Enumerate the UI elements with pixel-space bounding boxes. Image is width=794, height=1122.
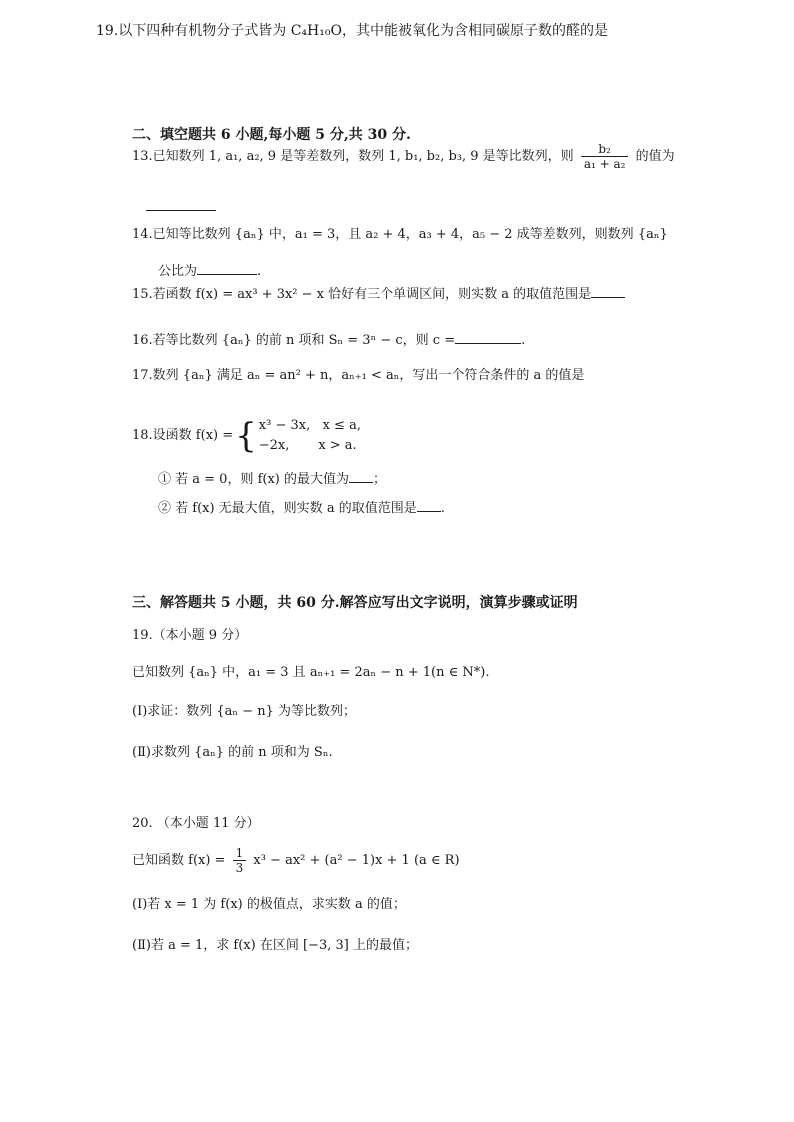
- question-20-fraction: [233, 846, 247, 875]
- question-15: 15.若函数 f(x) = ax³ + 3x² − x 恰好有三个单调区间，则实数 a 的取值范围是: [132, 285, 625, 304]
- question-20-title: 20. （本小题 11 分）: [132, 816, 260, 831]
- question-20-part2: (Ⅱ)若 a = 1，求 f(x) 在区间 [−3, 3] 上的最值；: [132, 938, 418, 953]
- question-14-line1: 14.已知等比数列 {aₙ} 中，a₁ = 3，且 a₂ + 4，a₃ + 4，a₅ − 2 成等差数列，则数列 {aₙ}: [132, 227, 668, 242]
- fraction-denominator: a₁ + a₂: [583, 157, 626, 171]
- question-16: 16.若等比数列 {aₙ} 的前 n 项和 Sₙ = 3ⁿ − c，则 c = .: [132, 333, 526, 348]
- question-19-part2: (Ⅱ)求数列 {aₙ} 的前 n 项和为 Sₙ.: [132, 745, 333, 760]
- question-13: [132, 140, 675, 174]
- brace-symbol: {: [235, 416, 257, 456]
- question-18-part1: ① 若 a = 0，则 f(x) 的最大值为 ；: [158, 472, 387, 487]
- question-14-line2: 公比为 .: [158, 264, 262, 279]
- question-19-part1: (Ⅰ)求证：数列 {aₙ − n} 为等比数列；: [132, 704, 356, 719]
- fraction-denominator: 3: [235, 861, 244, 875]
- question-19-title: 19.（本小题 9 分）: [132, 628, 248, 643]
- question-20-stem: 已知函数 f(x) = $\frac{1}{3}$ x³ − ax² + (a² − 1)x + 1 (a ∈ R): [132, 846, 460, 875]
- question-13-text: 13.已知数列 1, a₁, a₂, 9 是等差数列，数列 1, b₁, b₂, b₃, 9 是等比数列，则: [132, 149, 574, 164]
- section-3-heading: 三、解答题共 5 小题，共 60 分.解答应写出文字说明，演算步骤或证明: [132, 595, 578, 611]
- question-17: 17.数列 {aₙ} 满足 aₙ = an² + n，aₙ₊₁ < aₙ，写出一个符合条件的 a 的值是: [132, 368, 585, 383]
- section-2-heading: 二、填空题共 6 小题,每小题 5 分,共 30 分.: [132, 127, 411, 143]
- question-13-tail: 的值为: [635, 149, 675, 164]
- question-20-part1: (Ⅰ)若 x = 1 为 f(x) 的极值点，求实数 a 的值；: [132, 897, 406, 912]
- piecewise-cases: [259, 416, 361, 456]
- fraction-numerator: 1: [233, 846, 247, 861]
- question-18-pre: 18.设函数 f(x) =: [132, 428, 234, 443]
- question-18-part2: ② 若 f(x) 无最大值，则实数 a 的取值范围是 .: [158, 501, 445, 516]
- question-18: [132, 416, 361, 456]
- case-2: −2x, x > a.: [258, 438, 357, 453]
- fraction-numerator: b₂: [581, 142, 629, 157]
- question-13-blank: [146, 198, 216, 217]
- case-1: x³ − 3x, x ≤ a,: [258, 418, 361, 433]
- question-13-fraction: [581, 142, 629, 171]
- question-19-chemistry: 19.以下四种有机物分子式皆为 C₄H₁₀O，其中能被氧化为含相同碳原子数的醛的是: [96, 23, 608, 39]
- question-19-stem: 已知数列 {aₙ} 中，a₁ = 3 且 aₙ₊₁ = 2aₙ − n + 1(n ∈ N*).: [132, 665, 490, 680]
